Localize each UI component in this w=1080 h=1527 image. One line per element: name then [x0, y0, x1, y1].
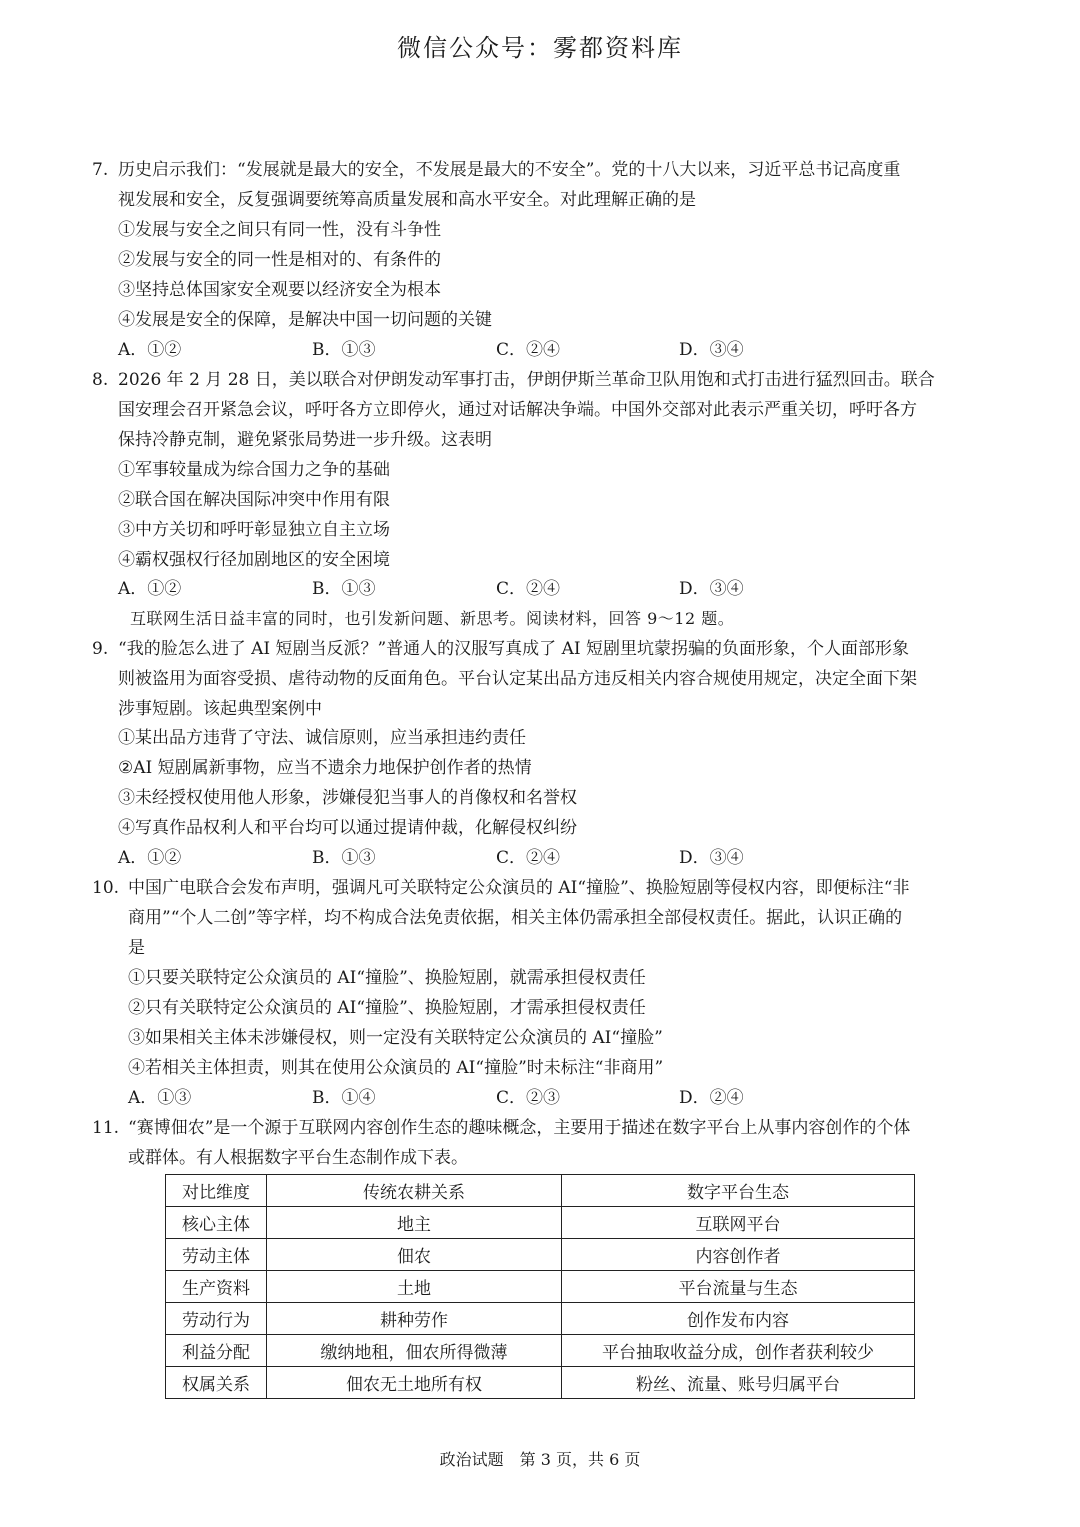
table-cell: 利益分配: [166, 1335, 267, 1367]
table-cell: 平台抽取收益分成，创作者获利较少: [562, 1335, 915, 1367]
material-intro: 互联网生活日益丰富的同时，也引发新问题、新思考。阅读材料，回答 9～12 题。: [130, 609, 735, 628]
table-cell: 传统农耕关系: [267, 1175, 562, 1207]
q7-stem-line1: 历史启示我们：“发展就是最大的安全，不发展是最大的不安全”。党的十八大以来，习近平总书记高度重: [118, 160, 901, 180]
table-cell: 内容创作者: [562, 1239, 915, 1271]
q10-item-2: ②只有关联特定公众演员的 AI“撞脸”、换脸短剧，才需承担侵权责任: [128, 998, 646, 1018]
q9-item-4: ④写真作品权利人和平台均可以通过提请仲裁，化解侵权纠纷: [118, 818, 577, 838]
q10-stem-line1: 中国广电联合会发布声明，强调凡可关联特定公众演员的 AI“撞脸”、换脸短剧等侵权内容，即便标注“非: [128, 878, 910, 898]
table-row: [166, 1207, 915, 1239]
q9-option-b: B．①③: [312, 848, 376, 868]
table-cell: 土地: [267, 1271, 562, 1303]
table-cell: 佃农: [267, 1239, 562, 1271]
table-cell: 权属关系: [166, 1367, 267, 1399]
table-row: [166, 1239, 915, 1271]
q9-stem-line3: 涉事短剧。该起典型案例中: [118, 699, 322, 719]
q10-stem-line3: 是: [128, 938, 145, 958]
page-footer: 政治试题 第 3 页，共 6 页: [439, 1450, 641, 1469]
q8-item-2: ②联合国在解决国际冲突中作用有限: [118, 490, 390, 510]
q7-item-2: ②发展与安全的同一性是相对的、有条件的: [118, 250, 441, 270]
q8-stem-line3: 保持冷静克制，避免紧张局势进一步升级。这表明: [118, 430, 492, 450]
q7-item-3: ③坚持总体国家安全观要以经济安全为根本: [118, 280, 441, 300]
q10-item-1: ①只要关联特定公众演员的 AI“撞脸”、换脸短剧，就需承担侵权责任: [128, 968, 646, 988]
table-cell: 核心主体: [166, 1207, 267, 1239]
q9-option-c: C．②④: [496, 848, 561, 868]
q8-option-c: C．②④: [496, 579, 561, 599]
q11-number: 11.: [92, 1118, 120, 1138]
q8-option-a: A．①②: [118, 579, 182, 599]
table-row: [166, 1335, 915, 1367]
table-row: [166, 1367, 915, 1399]
q8-item-4: ④霸权强权行径加剧地区的安全困境: [118, 550, 390, 570]
table-cell: 劳动行为: [166, 1303, 267, 1335]
q7-stem-line2: 视发展和安全，反复强调要统筹高质量发展和高水平安全。对此理解正确的是: [118, 190, 696, 210]
table-cell: 粉丝、流量、账号归属平台: [562, 1367, 915, 1399]
table-cell: 缴纳地租，佃农所得微薄: [267, 1335, 562, 1367]
table-cell: 劳动主体: [166, 1239, 267, 1271]
q7-item-4: ④发展是安全的保障，是解决中国一切问题的关键: [118, 310, 492, 330]
q9-stem-line1: “我的脸怎么进了 AI 短剧当反派？”普通人的汉服写真成了 AI 短剧里坑蒙拐骗的负面形象，个人面部形象: [118, 639, 909, 659]
q7-option-c: C．②④: [496, 340, 561, 360]
q9-option-a: A．①②: [118, 848, 182, 868]
table-cell: 互联网平台: [562, 1207, 915, 1239]
q7-option-b: B．①③: [312, 340, 376, 360]
q9-item-3: ③未经授权使用他人形象，涉嫌侵犯当事人的肖像权和名誉权: [118, 788, 577, 808]
table-cell: 对比维度: [166, 1175, 267, 1207]
table-row: [166, 1303, 915, 1335]
q11-stem-line1: “赛博佃农”是一个源于互联网内容创作生态的趣味概念，主要用于描述在数字平台上从事内容创作的个体: [128, 1118, 911, 1138]
table-cell: 生产资料: [166, 1271, 267, 1303]
q10-stem-line2: 商用”“个人二创”等字样，均不构成合法免责依据，相关主体仍需承担全部侵权责任。据此，认识正确的: [128, 908, 903, 928]
q7-option-d: D．③④: [679, 340, 744, 360]
table-cell: 数字平台生态: [562, 1175, 915, 1207]
q9-item-1: ①某出品方违背了守法、诚信原则，应当承担违约责任: [118, 728, 526, 748]
q10-option-d: D．②④: [679, 1088, 744, 1108]
table-cell: 平台流量与生态: [562, 1271, 915, 1303]
q8-item-1: ①军事较量成为综合国力之争的基础: [118, 460, 390, 480]
q9-item-2: ②AI 短剧属新事物，应当不遗余力地保护创作者的热情: [118, 758, 532, 778]
q10-item-3: ③如果相关主体未涉嫌侵权，则一定没有关联特定公众演员的 AI“撞脸”: [128, 1028, 663, 1048]
comparison-table: [165, 1174, 915, 1399]
q8-option-d: D．③④: [679, 579, 744, 599]
table-cell: 地主: [267, 1207, 562, 1239]
q10-option-a: A．①③: [128, 1088, 192, 1108]
q7-option-a: A．①②: [118, 340, 182, 360]
q8-item-3: ③中方关切和呼吁彰显独立自主立场: [118, 520, 390, 540]
q10-option-b: B．①④: [312, 1088, 376, 1108]
q9-option-d: D．③④: [679, 848, 744, 868]
q11-stem-line2: 或群体。有人根据数字平台生态制作成下表。: [128, 1148, 468, 1168]
table-row: [166, 1271, 915, 1303]
table-row: [166, 1175, 915, 1207]
table-cell: 耕种劳作: [267, 1303, 562, 1335]
table-cell: 创作发布内容: [562, 1303, 915, 1335]
q8-stem-line1: 2026 年 2 月 28 日，美以联合对伊朗发动军事打击，伊朗伊斯兰革命卫队用饱和式打击进行猛烈回击。联合: [118, 370, 935, 390]
q8-stem-line2: 国安理会召开紧急会议，呼吁各方立即停火，通过对话解决争端。中国外交部对此表示严重关切，呼吁各方: [118, 400, 917, 420]
q8-option-b: B．①③: [312, 579, 376, 599]
table-cell: 佃农无土地所有权: [267, 1367, 562, 1399]
q9-stem-line2: 则被盗用为面容受损、虐待动物的反面角色。平台认定某出品方违反相关内容合规使用规定，决定全面下架: [118, 669, 917, 689]
q10-number: 10.: [92, 878, 120, 898]
q10-item-4: ④若相关主体担责，则其在使用公众演员的 AI“撞脸”时未标注“非商用”: [128, 1058, 664, 1078]
q7-item-1: ①发展与安全之间只有同一性，没有斗争性: [118, 220, 441, 240]
q8-number: 8.: [92, 370, 109, 390]
q7-number: 7.: [92, 160, 109, 180]
q9-number: 9.: [92, 639, 109, 659]
q10-option-c: C．②③: [496, 1088, 561, 1108]
watermark-header: 微信公众号：雾都资料库: [397, 34, 683, 62]
